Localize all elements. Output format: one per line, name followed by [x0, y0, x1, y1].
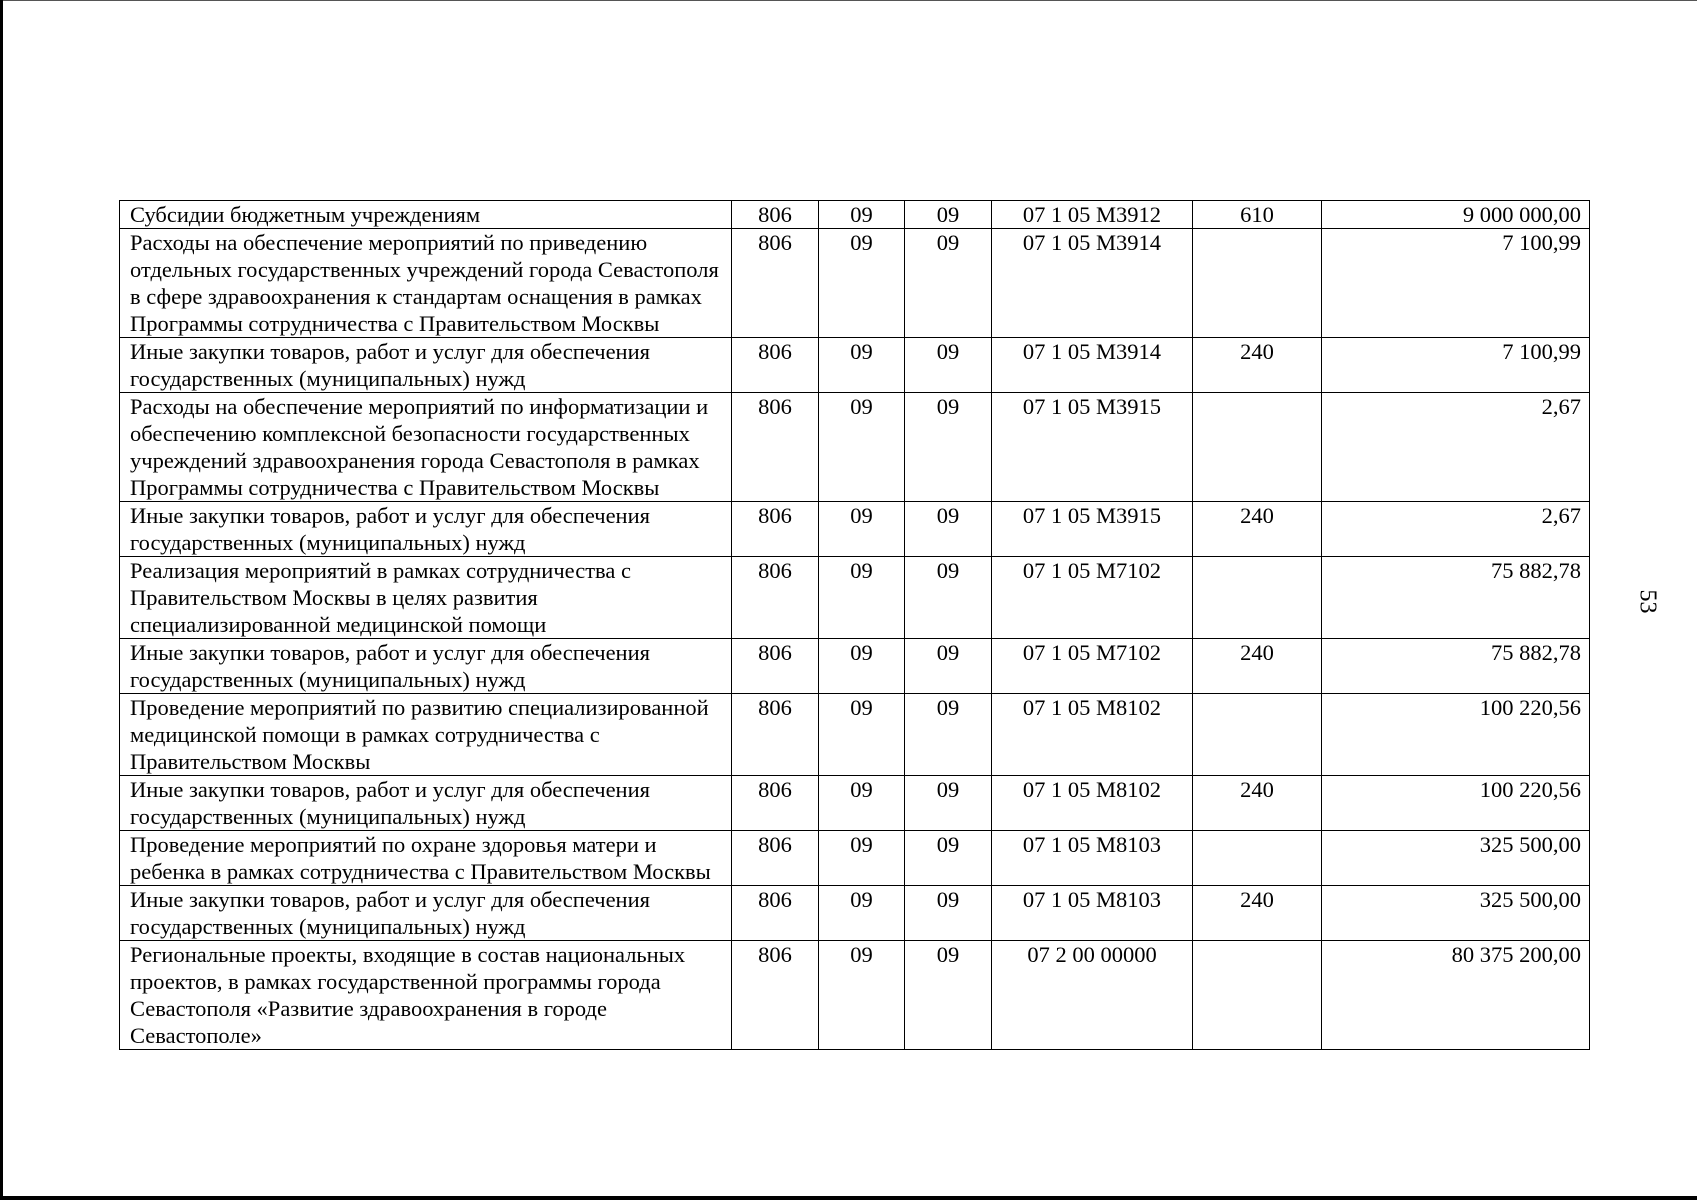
cell-subsection: 09	[905, 886, 992, 941]
cell-name: Иные закупки товаров, работ и услуг для обеспечения государственных (муниципальных) нужд	[120, 886, 732, 941]
cell-section: 09	[819, 776, 905, 831]
cell-target-article: 07 1 05 М8102	[992, 694, 1193, 776]
cell-amount: 7 100,99	[1322, 338, 1590, 393]
cell-expense-type: 240	[1193, 776, 1322, 831]
scan-border-top	[0, 0, 1697, 1]
cell-section: 09	[819, 639, 905, 694]
cell-name: Иные закупки товаров, работ и услуг для обеспечения государственных (муниципальных) нужд	[120, 639, 732, 694]
cell-name: Субсидии бюджетным учреждениям	[120, 201, 732, 229]
cell-section: 09	[819, 338, 905, 393]
table-row	[120, 502, 1590, 557]
budget-table	[119, 200, 1590, 1050]
cell-section: 09	[819, 393, 905, 502]
cell-section: 09	[819, 201, 905, 229]
cell-amount: 325 500,00	[1322, 886, 1590, 941]
cell-expense-type	[1193, 941, 1322, 1050]
cell-name: Иные закупки товаров, работ и услуг для обеспечения государственных (муниципальных) нужд	[120, 338, 732, 393]
cell-admin-code: 806	[732, 694, 819, 776]
cell-amount: 80 375 200,00	[1322, 941, 1590, 1050]
cell-admin-code: 806	[732, 639, 819, 694]
cell-amount: 100 220,56	[1322, 694, 1590, 776]
cell-target-article: 07 1 05 М3915	[992, 502, 1193, 557]
cell-section: 09	[819, 557, 905, 639]
cell-section: 09	[819, 886, 905, 941]
cell-name: Иные закупки товаров, работ и услуг для обеспечения государственных (муниципальных) нужд	[120, 502, 732, 557]
cell-amount: 9 000 000,00	[1322, 201, 1590, 229]
page-number: 53	[1634, 589, 1661, 614]
cell-amount: 75 882,78	[1322, 639, 1590, 694]
cell-target-article: 07 1 05 М7102	[992, 557, 1193, 639]
cell-section: 09	[819, 941, 905, 1050]
cell-amount: 100 220,56	[1322, 776, 1590, 831]
cell-section: 09	[819, 831, 905, 886]
table-row	[120, 639, 1590, 694]
table-row	[120, 886, 1590, 941]
cell-target-article: 07 1 05 М3914	[992, 338, 1193, 393]
table-row	[120, 201, 1590, 229]
cell-subsection: 09	[905, 338, 992, 393]
cell-subsection: 09	[905, 201, 992, 229]
table-row	[120, 831, 1590, 886]
cell-subsection: 09	[905, 639, 992, 694]
cell-expense-type: 610	[1193, 201, 1322, 229]
cell-admin-code: 806	[732, 393, 819, 502]
cell-admin-code: 806	[732, 831, 819, 886]
cell-subsection: 09	[905, 229, 992, 338]
cell-expense-type: 240	[1193, 338, 1322, 393]
cell-admin-code: 806	[732, 886, 819, 941]
cell-name: Расходы на обеспечение мероприятий по приведению отдельных государственных учреждений города Севастополя в сфере здравоохранения к стандартам оснащения в рамках Программы сотрудничества с Правительством Москвы	[120, 229, 732, 338]
cell-expense-type	[1193, 557, 1322, 639]
cell-subsection: 09	[905, 776, 992, 831]
cell-target-article: 07 1 05 М8102	[992, 776, 1193, 831]
cell-target-article: 07 1 05 М8103	[992, 831, 1193, 886]
scan-border-left	[0, 0, 3, 1200]
cell-target-article: 07 1 05 М3914	[992, 229, 1193, 338]
cell-name: Иные закупки товаров, работ и услуг для обеспечения государственных (муниципальных) нужд	[120, 776, 732, 831]
cell-admin-code: 806	[732, 776, 819, 831]
cell-name: Проведение мероприятий по развитию специализированной медицинской помощи в рамках сотрудничества с Правительством Москвы	[120, 694, 732, 776]
cell-admin-code: 806	[732, 502, 819, 557]
cell-name: Проведение мероприятий по охране здоровья матери и ребенка в рамках сотрудничества с Правительством Москвы	[120, 831, 732, 886]
table-row	[120, 229, 1590, 338]
cell-target-article: 07 1 05 М8103	[992, 886, 1193, 941]
cell-subsection: 09	[905, 694, 992, 776]
cell-expense-type	[1193, 831, 1322, 886]
cell-section: 09	[819, 229, 905, 338]
cell-expense-type: 240	[1193, 886, 1322, 941]
cell-target-article: 07 2 00 00000	[992, 941, 1193, 1050]
cell-expense-type	[1193, 694, 1322, 776]
cell-amount: 7 100,99	[1322, 229, 1590, 338]
cell-expense-type	[1193, 393, 1322, 502]
table-row	[120, 941, 1590, 1050]
table-row	[120, 393, 1590, 502]
cell-amount: 2,67	[1322, 393, 1590, 502]
cell-expense-type	[1193, 229, 1322, 338]
cell-admin-code: 806	[732, 338, 819, 393]
cell-amount: 75 882,78	[1322, 557, 1590, 639]
cell-amount: 325 500,00	[1322, 831, 1590, 886]
cell-admin-code: 806	[732, 557, 819, 639]
cell-subsection: 09	[905, 502, 992, 557]
cell-section: 09	[819, 502, 905, 557]
table-row	[120, 694, 1590, 776]
cell-expense-type: 240	[1193, 502, 1322, 557]
cell-target-article: 07 1 05 М7102	[992, 639, 1193, 694]
cell-admin-code: 806	[732, 229, 819, 338]
cell-name: Реализация мероприятий в рамках сотрудничества с Правительством Москвы в целях развития специализированной медицинской помощи	[120, 557, 732, 639]
cell-target-article: 07 1 05 М3915	[992, 393, 1193, 502]
cell-subsection: 09	[905, 941, 992, 1050]
cell-amount: 2,67	[1322, 502, 1590, 557]
table-row	[120, 557, 1590, 639]
cell-admin-code: 806	[732, 941, 819, 1050]
cell-expense-type: 240	[1193, 639, 1322, 694]
table-row	[120, 776, 1590, 831]
table-row	[120, 338, 1590, 393]
cell-subsection: 09	[905, 393, 992, 502]
cell-target-article: 07 1 05 М3912	[992, 201, 1193, 229]
cell-admin-code: 806	[732, 201, 819, 229]
table-body	[120, 201, 1590, 1050]
scan-border-bottom	[0, 1196, 1697, 1200]
cell-subsection: 09	[905, 831, 992, 886]
cell-section: 09	[819, 694, 905, 776]
cell-name: Расходы на обеспечение мероприятий по информатизации и обеспечению комплексной безопасности государственных учреждений здравоохранения города Севастополя в рамках Программы сотрудничества с Правительством Москвы	[120, 393, 732, 502]
cell-subsection: 09	[905, 557, 992, 639]
cell-name: Региональные проекты, входящие в состав национальных проектов, в рамках государственной программы города Севастополя «Развитие здравоохранения в городе Севастополе»	[120, 941, 732, 1050]
